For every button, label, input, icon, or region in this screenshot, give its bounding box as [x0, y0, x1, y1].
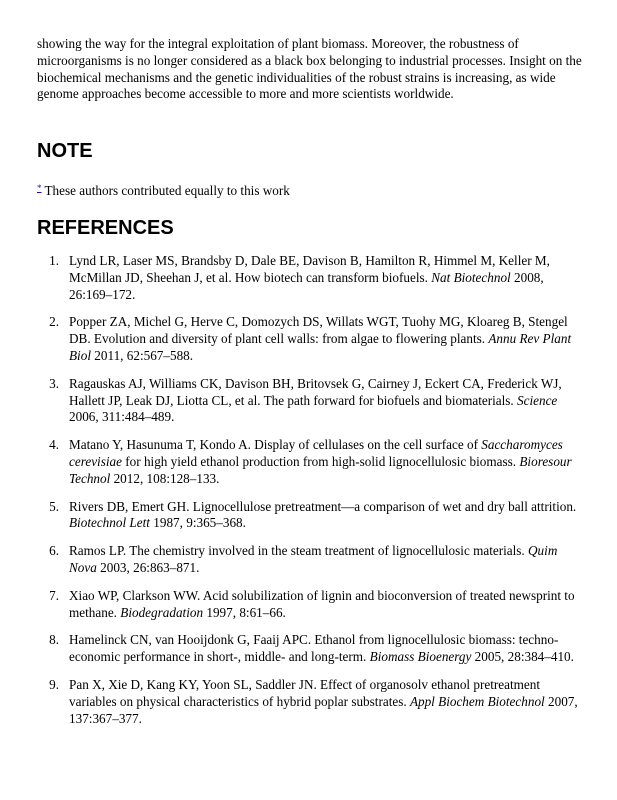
reference-item: 2. Popper ZA, Michel G, Herve C, Domozych DS, Willats WGT, Tuohy MG, Kloareg B, Stengel DB. Evolution and diversity of plant cell walls: from algae to flowering plants. Annu Rev Plant Biol 2011, 62:567–588.: [37, 314, 585, 364]
journal-name: Biotechnol Lett: [69, 515, 150, 531]
reference-number: 5.: [49, 498, 59, 514]
journal-name: Nat Biotechnol: [431, 269, 511, 285]
journal-name: Biodegradation: [120, 604, 204, 620]
reference-item: 1. Lynd LR, Laser MS, Brandsby D, Dale BE, Davison B, Hamilton R, Himmel M, Keller M, McMillan JD, Sheehan J, et al. How biotech can transform biofuels. Nat Biotechnol 2008, 26:169–172.: [37, 253, 585, 303]
species-name: Saccharomyces cerevisiae: [69, 437, 563, 469]
note-paragraph: [37, 180, 290, 199]
journal-name: Bioresour Technol: [69, 453, 572, 486]
reference-number: 9.: [49, 676, 59, 692]
reference-number: 7.: [49, 587, 59, 603]
reference-item: 7. Xiao WP, Clarkson WW. Acid solubilization of lignin and bioconversion of treated newsprint to methane. Biodegradation 1997, 8:61–66.: [37, 588, 585, 622]
references-heading: REFERENCES: [37, 217, 174, 239]
reference-item: 6. Ramos LP. The chemistry involved in the steam treatment of lignocellulosic materials. Quim Nova 2003, 26:863–871.: [37, 543, 585, 577]
reference-number: 3.: [49, 375, 59, 391]
journal-name: Quim Nova: [69, 543, 558, 575]
reference-item: 9. Pan X, Xie D, Kang KY, Yoon SL, Saddler JN. Effect of organosolv ethanol pretreatment variables on physical characteristics of hybrid poplar substrates. Appl Biochem Biotechnol 2007, 137:367–377.: [37, 677, 585, 727]
note-heading: NOTE: [37, 140, 93, 162]
reference-number: 4.: [49, 437, 59, 453]
reference-item: 8. Hamelinck CN, van Hooijdonk G, Faaij APC. Ethanol from lignocellulosic biomass: techno-economic performance in short-, middle- and long-term. Biomass Bioenergy 2005, 28:384–410.: [37, 632, 585, 666]
reference-number: 6.: [49, 543, 59, 559]
journal-name: Annu Rev Plant Biol: [69, 331, 572, 363]
reference-number: 2.: [49, 314, 59, 330]
journal-name: Appl Biochem Biotechnol: [409, 693, 545, 709]
reference-number: 8.: [49, 632, 59, 648]
reference-item: 3. Ragauskas AJ, Williams CK, Davison BH, Britovsek G, Cairney J, Eckert CA, Frederick WJ, Hallett JP, Leak DJ, Liotta CL, et al. The path forward for biofuels and biomaterials. Science 2006, 311:484–489.: [37, 376, 585, 426]
reference-item: 4. Matano Y, Hasunuma T, Kondo A. Display of cellulases on the cell surface of Saccharomyces cerevisiae for high yield ethanol production from high-solid lignocellulosic biomass. Bioresour Technol 2012, 108:128–133.: [37, 437, 585, 487]
note-text: These authors contributed equally to this work: [44, 183, 290, 198]
reference-item: 5. Rivers DB, Emert GH. Lignocellulose pretreatment—a comparison of wet and dry ball attrition. Biotechnol Lett 1987, 9:365–368.: [37, 499, 585, 533]
reference-list: [37, 253, 585, 738]
note-marker-link[interactable]: *: [37, 183, 42, 193]
journal-name: Biomass Bioenergy: [369, 649, 472, 665]
journal-name: Science: [517, 392, 558, 408]
intro-paragraph: showing the way for the integral exploitation of plant biomass. Moreover, the robustness of microorganisms is no longer considered as a black box belonging to industrial processes. Insight on the biochemical mechanisms and the genetic individualities of the robust strains is increasing, as wide genome approaches become accessible to more and more scientists worldwide.: [37, 36, 582, 102]
reference-number: 1.: [49, 253, 59, 268]
